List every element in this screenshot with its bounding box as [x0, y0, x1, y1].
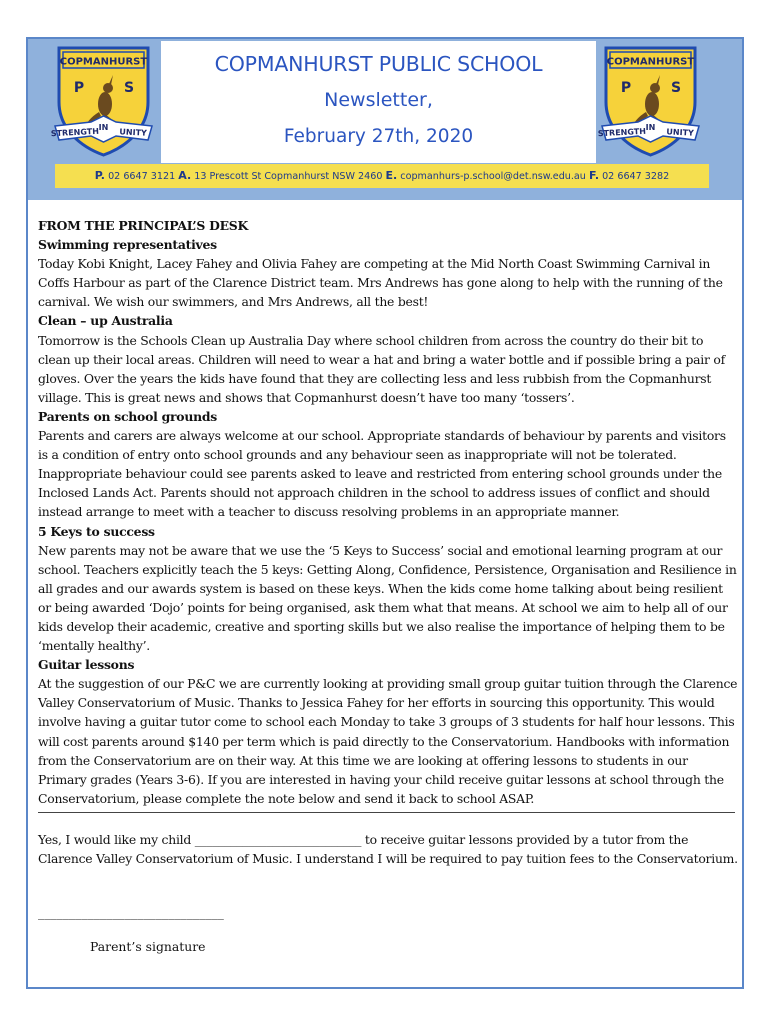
keys-paragraph: New parents may not be aware that we use the ‘5 Keys to Success’ social and emotional learning program at our school. Teachers explicitly teach the 5 keys: Getting Along, Confidence, Persistence, Organisation and Resilience in all grades and our awards system is based on these keys. When the kids come home talking about being resilient or being awarded ‘Dojo’ points for being organised, ask them what that means. At school we aim to help all of our kids develop their academic, creative and sporting skills but we also realise the importance of helping them to be ‘mentally healthy’.	[38, 542, 737, 654]
divider	[38, 812, 735, 813]
email-label: E.	[385, 169, 398, 182]
signature-line: ______________________________	[38, 905, 224, 920]
address: 13 Prescott St Copmanhurst NSW 2460	[194, 171, 383, 182]
school-crest-icon	[51, 44, 156, 159]
contact-bar	[55, 164, 709, 188]
parents-heading: Parents on school grounds	[38, 408, 217, 424]
crest-banner-text: COPMANHURST	[606, 56, 695, 68]
school-name: COPMANHURST PUBLIC SCHOOL	[214, 52, 543, 76]
school-crest-icon	[598, 44, 703, 159]
fax-label: F.	[588, 169, 600, 182]
newsletter-date: February 27th, 2020	[283, 126, 474, 147]
phone-label: P.	[94, 169, 105, 182]
phone-number: 02 6647 3121	[108, 171, 176, 182]
email-address[interactable]: copmanhurs-p.school@det.nsw.edu.au	[400, 171, 586, 182]
section-title: FROM THE PRINCIPAL’S DESK	[38, 218, 248, 233]
crest-letter-left: P	[620, 80, 632, 96]
crest-ribbon-right: UNITY	[666, 127, 695, 138]
guitar-paragraph: At the suggestion of our P&C we are currently looking at providing small group guitar tuition through the Clarence Valley Conservatorium of Music. Thanks to Jessica Fahey for her efforts in sourcing this opportunity. This would involve having a guitar tutor come to school each Monday to take 3 groups of 3 students for half hour lessons. This will cost parents around $140 per term which is paid directly to the Conservatorium. Handbooks with information from the Conservatorium are on their way. At this time we are looking at offering lessons to students in our Primary grades (Years 3-6). If you are interested in having your child receive guitar lessons at school through the Conservatorium, please complete the note below and send it back to school ASAP.	[38, 676, 738, 806]
crest-ribbon-left: STRENGTH	[51, 126, 100, 139]
crest-ribbon-mid: IN	[98, 123, 109, 132]
crest-letter-right: S	[123, 80, 135, 96]
crest-letter-left: P	[73, 80, 85, 96]
swimming-paragraph: Today Kobi Knight, Lacey Fahey and Olivia Fahey are competing at the Mid North Coast Swimming Carnival in Coffs Harbour as part of the Clarence District team. Mrs Andrews has gone along to help with the running of the carnival. We wish our swimmers, and Mrs Andrews, all the best!	[38, 256, 723, 310]
cleanup-paragraph: Tomorrow is the Schools Clean up Australia Day where school children from across the country do their bit to clean up their local areas. Children will need to wear a hat and bring a water bottle and if possible bring a pair of gloves. Over the years the kids have found that they are collecting less and less rubbish from the Copmanhurst village. This is great news and shows that Copmanhurst doesn’t have too many ‘tossers’.	[38, 332, 725, 405]
crest-letter-right: S	[670, 80, 682, 96]
address-label: A.	[178, 169, 192, 182]
crest-ribbon-left: STRENGTH	[598, 126, 647, 139]
swimming-heading: Swimming representatives	[38, 237, 217, 253]
guitar-heading: Guitar lessons	[38, 657, 135, 673]
newsletter-label: Newsletter,	[324, 89, 433, 111]
newsletter-body	[38, 216, 738, 808]
crest-ribbon-mid: IN	[645, 123, 656, 132]
crest-ribbon-right: UNITY	[119, 127, 148, 138]
title-box	[161, 41, 596, 163]
return-slip-text: Yes, I would like my child ____________________________ to receive guitar lessons provided by a tutor from the Clarence Valley Conservatorium of Music. I understand I will be required to pay tuition fees to the Conservatorium.	[38, 832, 738, 867]
crest-banner-text: COPMANHURST	[59, 56, 148, 68]
signature-label: Parent’s signature	[90, 939, 206, 954]
parents-paragraph: Parents and carers are always welcome at our school. Appropriate standards of behaviour by parents and visitors is a condition of entry onto school grounds and any behaviour seen as inappropriate will not be tolerated. Inappropriate behaviour could see parents asked to leave and restricted from entering school grounds under the Inclosed Lands Act. Parents should not approach children in the school to address issues of conflict and should instead arrange to meet with a teacher to discuss resolving problems in an appropriate manner.	[38, 428, 726, 520]
fax-number: 02 6647 3282	[602, 171, 670, 182]
keys-heading: 5 Keys to success	[38, 523, 155, 539]
cleanup-heading: Clean – up Australia	[38, 313, 173, 329]
